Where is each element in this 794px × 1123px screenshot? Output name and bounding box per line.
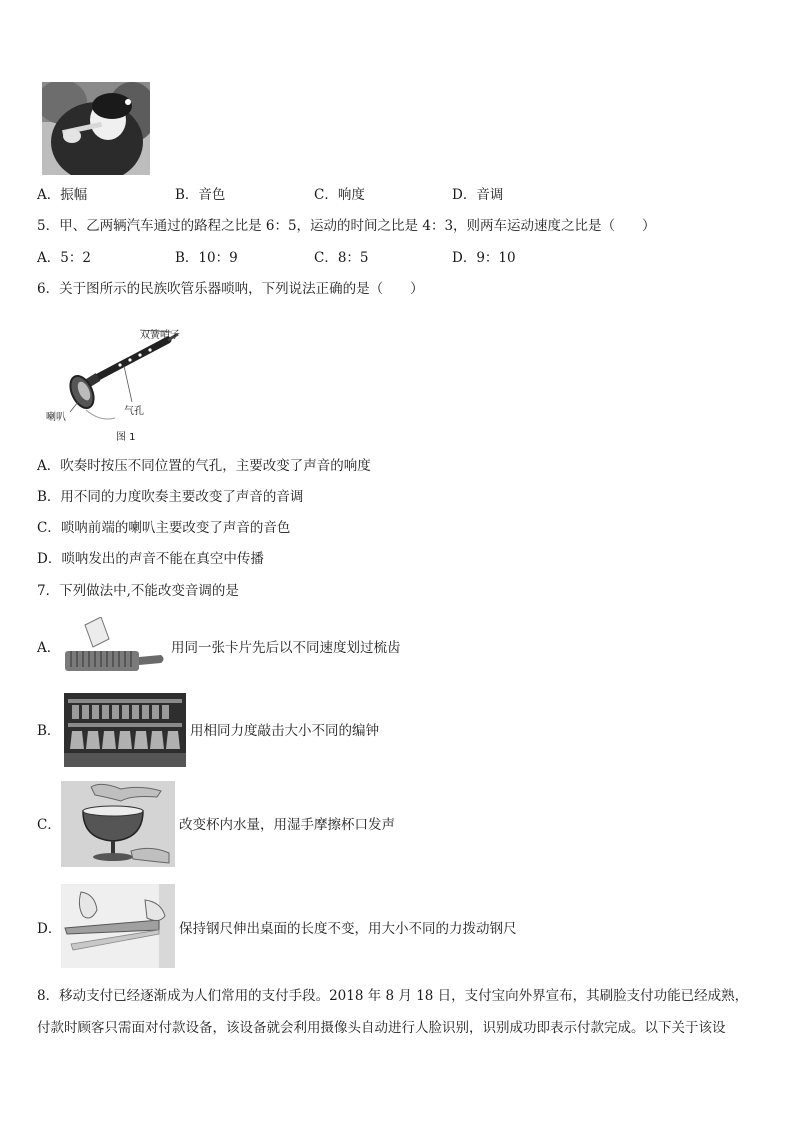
wine-glass-image	[61, 781, 175, 867]
q6-option-c: C．唢呐前端的喇叭主要改变了声音的音色	[37, 520, 291, 536]
q6-stem: 6．关于图所示的民族吹管乐器唢呐，下列说法正确的是（ ）	[37, 281, 424, 297]
q6-option-a: A．吹奏时按压不同位置的气孔，主要改变了声音的响度	[37, 458, 371, 474]
q4-option-b: B．音色	[175, 187, 226, 203]
q7-stem: 7．下列做法中,不能改变音调的是	[37, 583, 239, 599]
q7-option-c-label: C．	[37, 817, 61, 833]
q8-stem-line-2: 付款时顾客只需面对付款设备，该设备就会利用摄像头自动进行人脸识别，识别成功即表示付款完成。以下关于该设	[37, 1020, 726, 1036]
q5-option-d: D．9：10	[452, 250, 516, 266]
q7-option-b-label: B．	[37, 723, 61, 739]
steel-ruler-image	[61, 884, 175, 968]
q7-option-a-label: A．	[37, 640, 61, 656]
suona-figure-caption: 图 1	[116, 432, 136, 443]
q4-option-a: A．振幅	[37, 187, 88, 203]
q7-option-d-label: D．	[37, 921, 62, 937]
q4-option-c: C．响度	[314, 187, 365, 203]
q7-option-c-text: 改变杯内水量，用湿手摩擦杯口发声	[179, 817, 395, 833]
q6-option-d: D．唢呐发出的声音不能在真空中传播	[37, 551, 264, 567]
q4-option-d: D．音调	[452, 187, 504, 203]
suona-reed-label: 双簧哨子	[140, 330, 180, 341]
q7-option-b-text: 用相同力度敲击大小不同的编钟	[190, 723, 379, 739]
q5-option-c: C．8：5	[314, 250, 369, 266]
q7-option-d-text: 保持钢尺伸出桌面的长度不变，用大小不同的力拨动钢尺	[179, 921, 517, 937]
comb-card-image	[63, 617, 167, 677]
q5-stem: 5．甲、乙两辆汽车通过的路程之比是 6：5，运动的时间之比是 4：3，则两车运动速度之比是（ ）	[37, 218, 656, 234]
q4-options	[37, 185, 757, 205]
suona-hole-label: 气孔	[124, 406, 144, 417]
q7-option-a-text: 用同一张卡片先后以不同速度划过梳齿	[171, 640, 401, 656]
suona-figure	[40, 322, 200, 444]
q5-option-b: B．10：9	[175, 250, 238, 266]
girl-playing-instrument-photo	[42, 82, 150, 175]
q8-stem-line-1: 8．移动支付已经逐渐成为人们常用的支付手段。2018 年 8 月 18 日，支付宝向外界宣布，其刷脸支付功能已经成熟，	[37, 988, 749, 1004]
q5-options	[37, 248, 757, 268]
q6-option-b: B．用不同的力度吹奏主要改变了声音的音调	[37, 489, 304, 505]
suona-bell-label: 喇叭	[46, 412, 66, 423]
chime-bells-image	[64, 693, 186, 767]
q5-option-a: A．5：2	[37, 250, 91, 266]
